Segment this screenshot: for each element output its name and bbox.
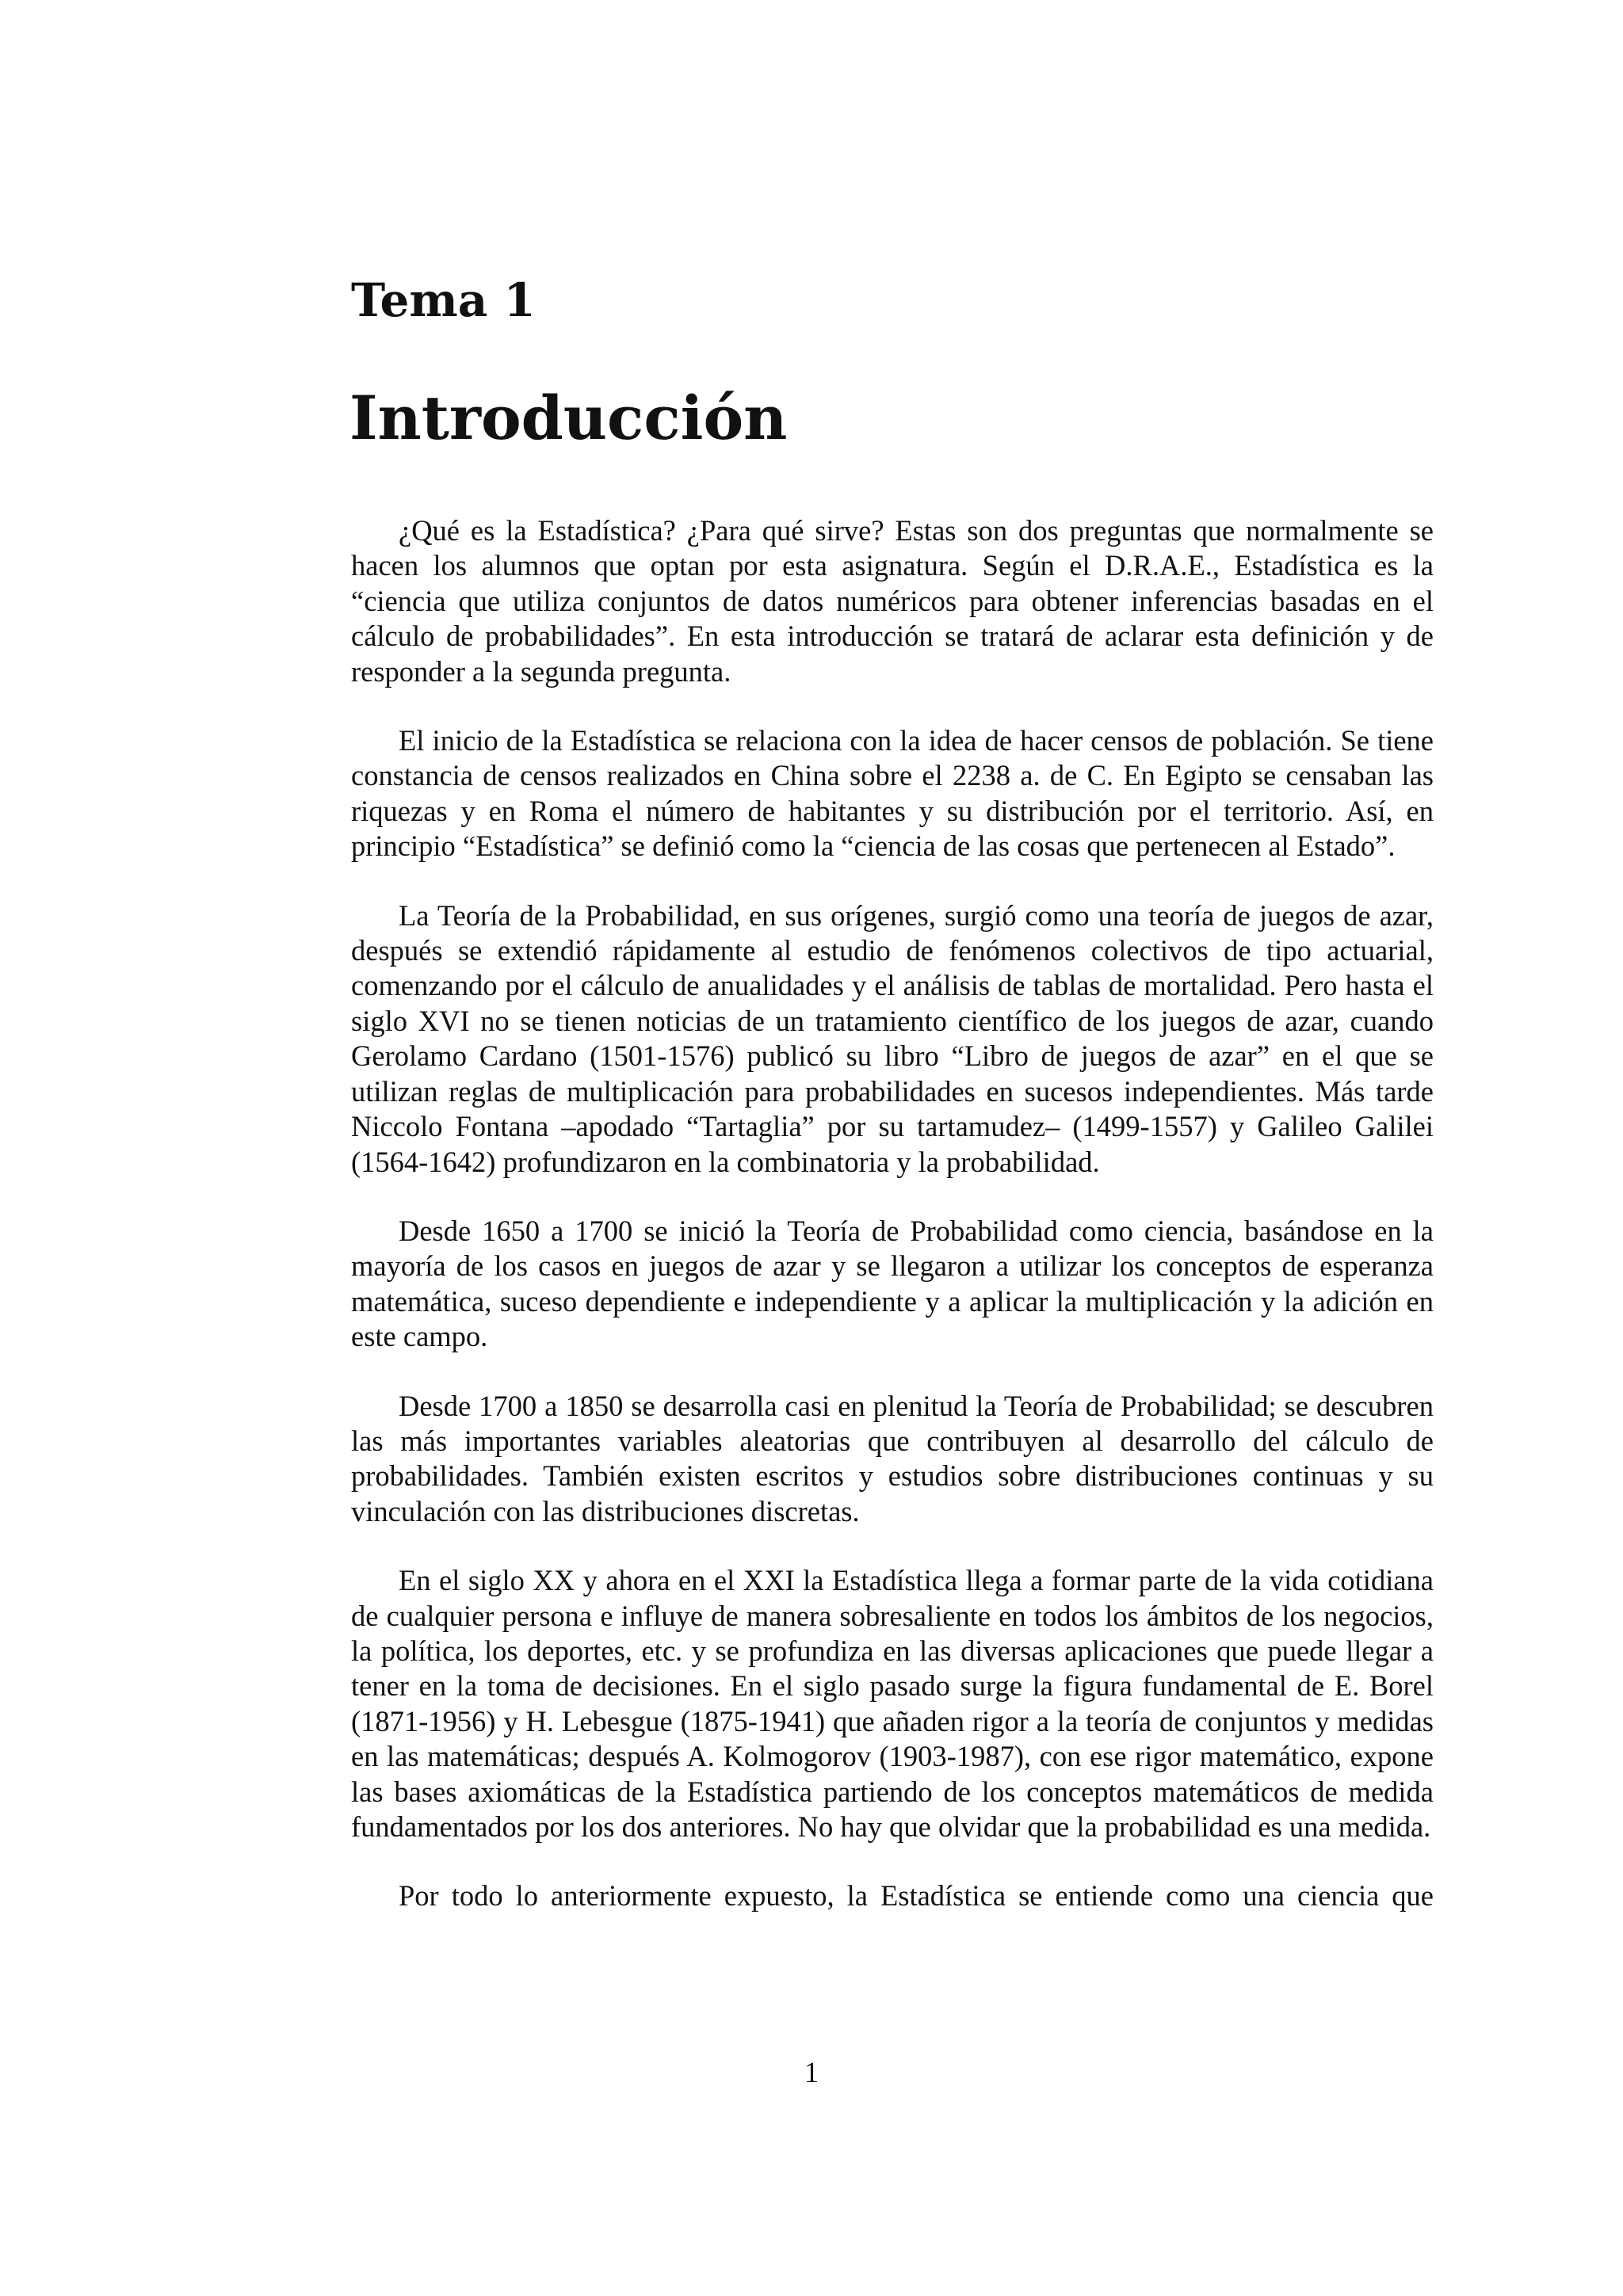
paragraph: La Teoría de la Probabilidad, en sus orígenes, surgió como una teoría de juegos de azar, después se extendió rápidamente al estudio de fenómenos colectivos de tipo actuarial, comenzando por el cálculo de anualidades y el análisis de tablas de mortalidad. Pero hasta el siglo XVI no se tienen noticias de un tratamiento científico de los juegos de azar, cuando Gerolamo Cardano (1501-1576) publicó su libro “Libro de juegos de azar” en el que se utilizan reglas de multiplicación para probabilidades en sucesos independientes. Más tarde Niccolo Fontana –apodado “Tartaglia” por su tartamudez– (1499-1557) y Galileo Galilei (1564-1642) profundizaron en la combinatoria y la probabilidad. xyxy=(351,898,1434,1178)
chapter-label: Tema 1 xyxy=(351,273,536,327)
paragraph: Desde 1650 a 1700 se inició la Teoría de Probabilidad como ciencia, basándose en la mayoría de los casos en juegos de azar y se llegaron a utilizar los conceptos de esperanza matemática, suceso dependiente e independiente y a aplicar la multiplicación y la adición en este campo. xyxy=(351,1214,1434,1353)
page-number: 1 xyxy=(804,2056,819,2088)
paragraph: ¿Qué es la Estadística? ¿Para qué sirve? Estas son dos preguntas que normalmente se hacen los alumnos que optan por esta asignatura. Según el D.R.A.E., Estadística es la “ciencia que utiliza conjuntos de datos numéricos para obtener inferencias basadas en el cálculo de probabilidades”. En esta introducción se tratará de aclarar esta definición y de responder a la segunda pregunta. xyxy=(351,514,1434,688)
paragraph: Desde 1700 a 1850 se desarrolla casi en plenitud la Teoría de Probabilidad; se descubren las más importantes variables aleatorias que contribuyen al desarrollo del cálculo de probabilidades. También existen escritos y estudios sobre distribuciones continuas y su vinculación con las distribuciones discretas. xyxy=(351,1389,1434,1527)
chapter-title: Introducción xyxy=(349,383,788,453)
paragraph: El inicio de la Estadística se relaciona con la idea de hacer censos de población. Se tiene constancia de censos realizados en China sobre el 2238 a. de C. En Egipto se censaban las riquezas y en Roma el número de habitantes y su distribución por el territorio. Así, en principio “Estadística” se definió como la “ciencia de las cosas que pertenecen al Estado”. xyxy=(351,724,1434,863)
paragraph-partial: Por todo lo anteriormente expuesto, la Estadística se entiende como una ciencia que xyxy=(399,1879,1434,1913)
body-text xyxy=(351,513,1434,1948)
paragraph: En el siglo XX y ahora en el XXI la Estadística llega a formar parte de la vida cotidiana de cualquier persona e influye de manera sobresaliente en todos los ámbitos de los negocios, la política, los deportes, etc. y se profundiza en las diversas aplicaciones que puede llegar a tener en la toma de decisiones. En el siglo pasado surge la figura fundamental de E. Borel (1871-1956) y H. Lebesgue (1875-1941) que añaden rigor a la teoría de conjuntos y medidas en las matemáticas; después A. Kolmogorov (1903-1987), con ese rigor matemático, expone las bases axiomáticas de la Estadística partiendo de los conceptos matemáticos de medida fundamentados por los dos anteriores. No hay que olvidar que la probabilidad es una medida. xyxy=(351,1564,1434,1843)
